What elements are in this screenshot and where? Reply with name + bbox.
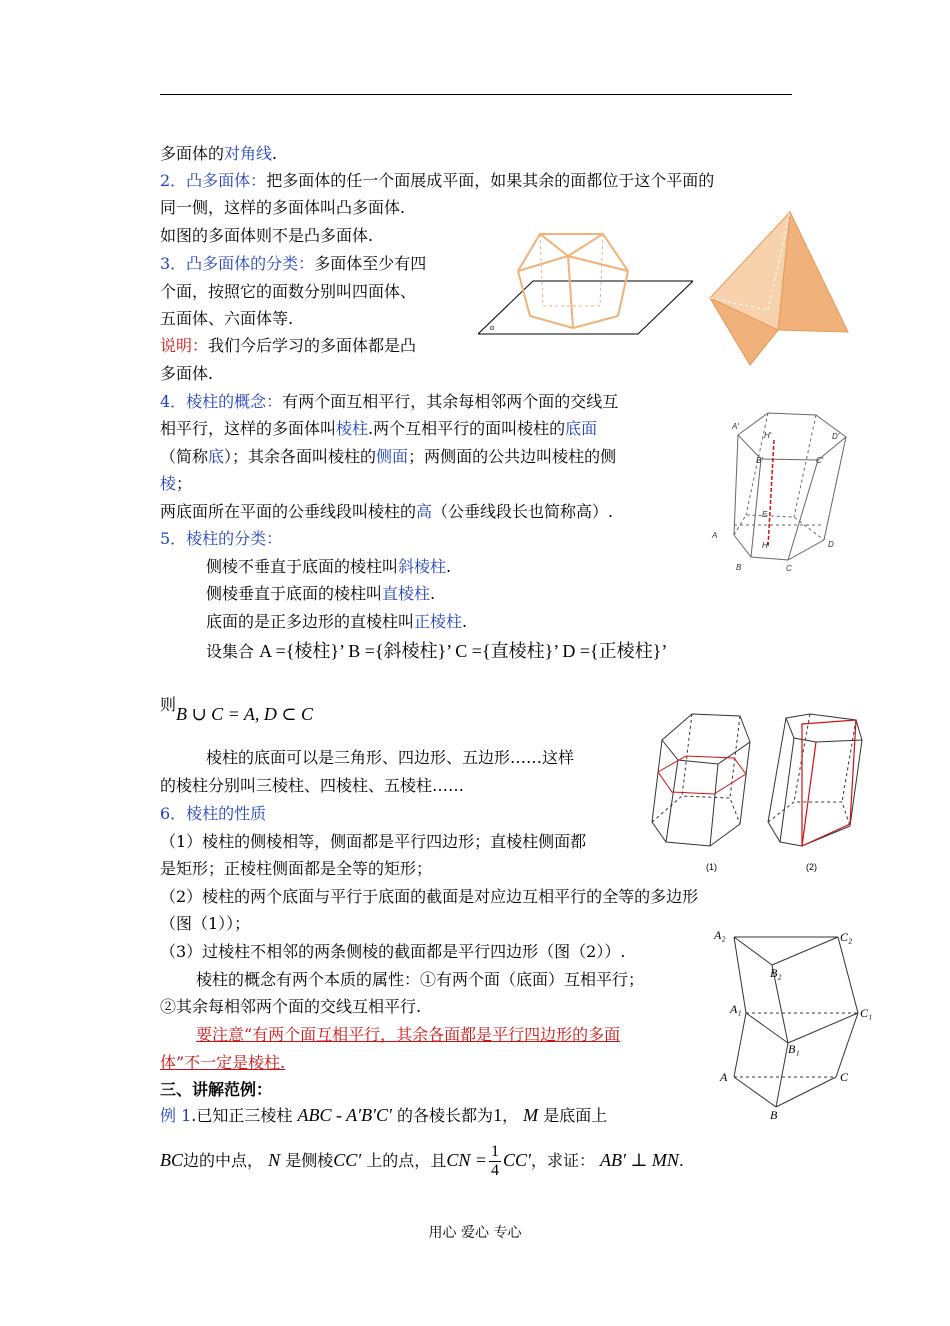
label-D1: D′	[832, 432, 840, 441]
label-E: E	[762, 510, 768, 519]
line-21: 棱柱的底面可以是三角形、四边形、五边形……这样	[206, 748, 575, 767]
line-30: ②其余每相邻两个面的交线互相平行.	[160, 997, 422, 1016]
figure-2-caption: (2)	[806, 862, 817, 872]
line-14: 两底面所在平面的公垂线段叫棱柱的高（公垂线段长也简称高）.	[160, 502, 614, 521]
label-C: C	[786, 564, 792, 573]
figure-prism-cross-section	[650, 712, 760, 874]
label-B1: B′	[756, 456, 763, 465]
line-1: 多面体的对角线.	[160, 144, 278, 163]
line-24: （1）棱柱的侧棱相等，侧面都是平行四边形；直棱柱侧面都	[160, 832, 587, 851]
line-9: 多面体.	[160, 364, 214, 383]
line-15: 5．棱柱的分类：	[160, 529, 283, 548]
plane-label: α	[490, 325, 495, 332]
label-B2: B₂	[770, 966, 782, 980]
fraction-1-4: $\frac{1}{4}$	[490, 1143, 499, 1179]
line-27: （图（1））；	[160, 914, 251, 933]
header-rule	[160, 94, 792, 95]
label-A1: A′	[732, 422, 739, 431]
line-26: （2）棱柱的两个底面与平行于底面的截面是对应边互相平行的全等的多边形	[160, 887, 699, 906]
label-A: A	[712, 531, 718, 540]
line-10: 4．棱柱的概念：有两个面互相平行，其余每相邻两个面的交线互	[160, 392, 619, 411]
line-22: 的棱柱分别叫三棱柱、四棱柱、五棱柱……	[160, 776, 465, 795]
line-18: 底面的是正多边形的直棱柱叫正棱柱.	[206, 612, 468, 631]
line-12: （简称底）；其余各面叫棱柱的侧面；两侧面的公共边叫棱柱的侧	[160, 447, 617, 466]
label-C-tri: C	[840, 1070, 849, 1084]
label-C2: C₂	[840, 930, 853, 944]
figure-prism-height	[706, 405, 848, 575]
line-7: 五面体、六面体等.	[160, 309, 294, 328]
label-H: H	[762, 541, 768, 550]
line-6: 个面，按照它的面数分别叫四面体、	[160, 282, 417, 301]
figure-prism-diagonal-section	[766, 712, 870, 874]
label-D: D	[828, 540, 834, 549]
line-5: 3．凸多面体的分类：多面体至少有四	[160, 254, 427, 273]
figure-1-caption: (1)	[706, 862, 717, 872]
line-3: 同一侧，这样的多面体叫凸多面体.	[160, 198, 406, 217]
label-H1: H′	[764, 431, 772, 440]
line-35: BC边的中点， N 是侧棱CC′ 上的点，且CN = $\frac{1}{4}$ CC′，求证： AB′ ⊥ MN.	[160, 1143, 684, 1179]
line-31: 要注意“有两个面互相平行，其余各面都是平行四边形的多面	[196, 1025, 621, 1044]
line-8: 说明：我们今后学习的多面体都是凸	[160, 336, 417, 355]
line-4: 如图的多面体则不是凸多面体.	[160, 226, 374, 245]
section-heading-examples: 三、讲解范例：	[160, 1080, 273, 1099]
label-B-tri: B	[770, 1108, 778, 1120]
label-C1-tri: C₁	[860, 1006, 873, 1020]
figure-nonconvex-polyhedron	[478, 226, 693, 336]
line-20: 则B ∪ C = A, D ⊂ C	[160, 695, 314, 724]
line-29: 棱柱的概念有两个本质的属性：①有两个面（底面）互相平行；	[196, 970, 645, 989]
label-B1-tri: B₁	[788, 1042, 800, 1056]
line-17: 侧棱垂直于底面的棱柱叫直棱柱.	[206, 584, 436, 603]
label-A2: A₂	[714, 928, 726, 942]
page-footer: 用心 爱心 专心	[428, 1225, 522, 1241]
line-16: 侧棱不垂直于底面的棱柱叫斜棱柱.	[206, 557, 452, 576]
label-A-tri: A	[720, 1070, 728, 1084]
line-25: 是矩形；正棱柱侧面都是全等的矩形；	[160, 859, 433, 878]
figure-nonconvex-solid	[708, 210, 850, 368]
line-11: 相平行，这样的多面体叫棱柱.两个互相平行的面叫棱柱的底面	[160, 419, 598, 438]
figure-stacked-triangular-prisms	[712, 925, 877, 1120]
line-2: 2．凸多面体：把多面体的任一个面展成平面，如果其余的面都位于这个平面的	[160, 171, 715, 190]
line-19: 设集合 A ={棱柱}’ B ={斜棱柱}’ C ={直棱柱}’ D ={正棱柱}’	[206, 641, 668, 661]
line-13: 棱；	[160, 474, 193, 493]
label-A1-tri: A₁	[730, 1002, 742, 1016]
label-C1: C′	[816, 456, 824, 465]
line-32: 体”不一定是棱柱.	[160, 1053, 286, 1072]
line-34: 例 1.已知正三棱柱 ABC - A′B′C′ 的各棱长都为1， M 是底面上	[160, 1105, 608, 1125]
line-23: 6．棱柱的性质	[160, 804, 267, 823]
label-B: B	[736, 563, 742, 572]
line-28: （3）过棱柱不相邻的两条侧棱的截面都是平行四边形（图（2））.	[160, 942, 626, 961]
